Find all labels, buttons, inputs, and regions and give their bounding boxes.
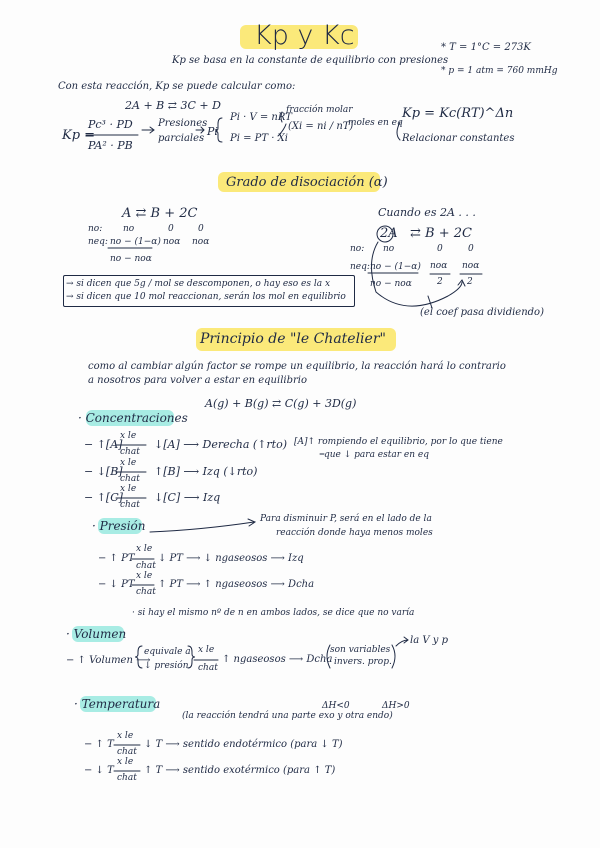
chatelier-intro-1: como al cambiar algún factor se rompe un equilibrio, la reacción hará lo contrario: [88, 361, 506, 372]
right-no-label: no:: [350, 244, 365, 254]
son-right-paren: [392, 645, 395, 668]
right-neq-simplified: no − noα: [370, 279, 412, 289]
tip-line-1: → si dicen que 5g / mol se descomponen, o hay eso es la x: [66, 279, 331, 289]
presion-note-1: Para disminuir P, será en el lado de la: [260, 514, 432, 524]
left-neq-label: neq:: [88, 237, 108, 247]
coef-note-pointer: [428, 296, 432, 308]
vol-right-brace: [188, 646, 195, 668]
right-no-a: no: [383, 244, 395, 254]
dh-positive: ΔH>0: [382, 701, 410, 711]
kp-numerator: Pc³ · PD: [88, 118, 133, 131]
presiones-label: Presiones: [158, 118, 208, 129]
kp-kc-relation: Kp = Kc(RT)^Δn: [402, 106, 514, 121]
volumen-heading: · Volumen: [66, 627, 127, 641]
pres-r1-ley: x le: [136, 544, 153, 554]
vol-left-brace: [135, 646, 142, 668]
conc-r2-pre: − ↓[B]: [84, 465, 123, 478]
right-den-c: 2: [467, 277, 473, 287]
kp-lhs: Kp =: [62, 128, 96, 143]
vol-son-2: invers. prop.: [334, 657, 392, 667]
vol-pre: − ↑ Volumen ⟶: [66, 655, 151, 666]
chatelier-title: Principio de "le Chatelier": [200, 331, 386, 347]
temp-r2-pre: − ↓ T: [84, 765, 114, 776]
presiones-arrow: [142, 127, 154, 133]
right-den-b: 2: [437, 277, 443, 287]
kp-intro: Kp se basa en la constante de equilibrio con presiones: [172, 55, 449, 66]
temp-r1-ley: x le: [117, 731, 134, 741]
pi-brace: [215, 118, 222, 142]
right-neq-label: neq:: [350, 262, 370, 272]
kp-denominator: PA² · PB: [88, 139, 133, 152]
left-dissoc-eq: A ⇄ B + 2C: [122, 206, 198, 221]
vol-presion: ↓ presión: [144, 661, 189, 671]
temp-r2-chat: chat: [117, 773, 137, 783]
right-no-c: 0: [468, 244, 474, 254]
fraccion-arrow: [281, 112, 282, 122]
tip-line-2: → si dicen que 10 mol reaccionan, serán los mol en equilibrio: [66, 292, 346, 302]
presion-note-arrow: [150, 519, 255, 532]
temperatura-heading: · Temperatura: [74, 697, 161, 711]
reaction-example: 2A + B ⇄ 3C + D: [125, 99, 221, 112]
right-eq-2a: 2A: [380, 226, 398, 241]
vol-ley: x le: [198, 645, 215, 655]
conc-r3-ley: x le: [120, 484, 137, 494]
conc-r2-ley: x le: [120, 458, 137, 468]
partial-pressure-eq: Pi = PT · Xi: [230, 133, 288, 144]
conc-r1-post: ↓[A] ⟶ Derecha (↑rto): [154, 438, 288, 451]
relacionar-curve: [397, 122, 400, 140]
left-neq-simplified: no − noα: [110, 254, 152, 264]
conc-r1-pre: − ↑[A]: [84, 438, 123, 451]
chatelier-reaction: A(g) + B(g) ⇄ C(g) + 3D(g): [205, 397, 357, 410]
conc-r1-note-1: [A]↑ rompiendo el equilibrio, por lo que tiene: [294, 437, 503, 447]
left-no-label: no:: [88, 224, 103, 234]
conc-r3-post: ↓[C] ⟶ Izq: [154, 491, 221, 504]
conc-r2-post: ↑[B] ⟶ Izq (↓rto): [154, 465, 258, 478]
temp-r1-pre: − ↑ T: [84, 739, 114, 750]
note-pressure: * p = 1 atm = 760 mmHg: [441, 66, 558, 76]
temp-r2-post: ↑ T ⟶ sentido exotérmico (para ↑ T): [144, 765, 336, 776]
left-no-c: 0: [198, 224, 204, 234]
pres-r2-post: ↑ PT ⟶ ↑ ngaseosos ⟶ Dcha: [158, 579, 315, 590]
right-neq-c: noα: [462, 261, 480, 271]
pres-r2-pre: − ↓ PT: [98, 579, 135, 590]
right-no-b: 0: [437, 244, 443, 254]
son-arrow: [396, 637, 408, 646]
left-no-b: 0: [168, 224, 174, 234]
ideal-gas-eq: Pi · V = nRT: [230, 112, 292, 123]
temp-r1-post: ↓ T ⟶ sentido endotérmico (para ↓ T): [144, 739, 343, 750]
pres-r2-chat: chat: [136, 587, 156, 597]
pi-symbol: Pi: [207, 125, 218, 138]
vol-son-1: son variables: [330, 645, 391, 655]
moles-eq-label: moles en eq: [348, 118, 403, 128]
coef-note: (el coef pasa dividiendo): [420, 307, 544, 318]
temp-note: (la reacción tendrá una parte exo y otra endo): [182, 711, 393, 721]
xi-definition: (Xi = ni / nT): [288, 121, 354, 132]
parciales-label: parciales: [158, 133, 205, 144]
concentraciones-heading: · Concentraciones: [78, 411, 188, 425]
son-left-paren: [327, 645, 330, 668]
dh-negative: ΔH<0: [322, 701, 350, 711]
fraccion-molar-label: fracción molar: [286, 105, 353, 115]
chatelier-intro-2: a nosotros para volver a estar en equilibrio: [88, 375, 307, 386]
xi-curve: [278, 124, 286, 136]
vol-post: ↑ ngaseosos ⟶ Dcha: [222, 654, 333, 665]
conc-r1-chat: chat: [120, 447, 140, 457]
vol-chat: chat: [198, 663, 218, 673]
left-neq-a: no − (1−α): [110, 237, 161, 247]
coef-circle: [377, 226, 393, 242]
pres-r2-ley: x le: [136, 571, 153, 581]
presion-tip: · si hay el mismo nº de n en ambos lados, se dice que no varía: [132, 608, 415, 618]
pres-r1-pre: − ↑ PT: [98, 553, 135, 564]
conc-r2-chat: chat: [120, 474, 140, 484]
conc-r1-note-2: que ↓ para estar en eq: [324, 450, 429, 460]
pi-arrow: [196, 127, 204, 133]
left-neq-c: noα: [192, 237, 210, 247]
disociacion-title: Grado de disociación (α): [226, 175, 388, 190]
right-eq-rest: ⇄ B + 2C: [410, 226, 472, 241]
cuando-label: Cuando es 2A . . .: [378, 206, 476, 219]
left-no-a: no: [123, 224, 135, 234]
pres-r1-chat: chat: [136, 561, 156, 571]
conc-r3-chat: chat: [120, 500, 140, 510]
pres-r1-post: ↓ PT ⟶ ↓ ngaseosos ⟶ Izq: [158, 553, 304, 564]
reaction-intro: Con esta reacción, Kp se puede calcular como:: [58, 81, 296, 92]
temp-r2-ley: x le: [117, 757, 134, 767]
left-neq-b: noα: [163, 237, 181, 247]
vol-vp: la V y p: [410, 635, 448, 646]
presion-note-2: reacción donde haya menos moles: [276, 528, 433, 538]
vol-equivale: equivale a: [144, 647, 191, 657]
right-neq-b: noα: [430, 261, 448, 271]
temp-r1-chat: chat: [117, 747, 137, 757]
presion-heading: · Presión: [92, 519, 146, 533]
conc-r1-ley: x le: [120, 431, 137, 441]
conc-r3-pre: − ↑[C]: [84, 491, 123, 504]
page-title: Kp y Kc: [254, 20, 355, 51]
right-neq-a: no − (1−α): [370, 262, 421, 272]
note-temperature: * T = 1°C = 273K: [441, 42, 531, 53]
relacionar-label: Relacionar constantes: [402, 133, 515, 144]
